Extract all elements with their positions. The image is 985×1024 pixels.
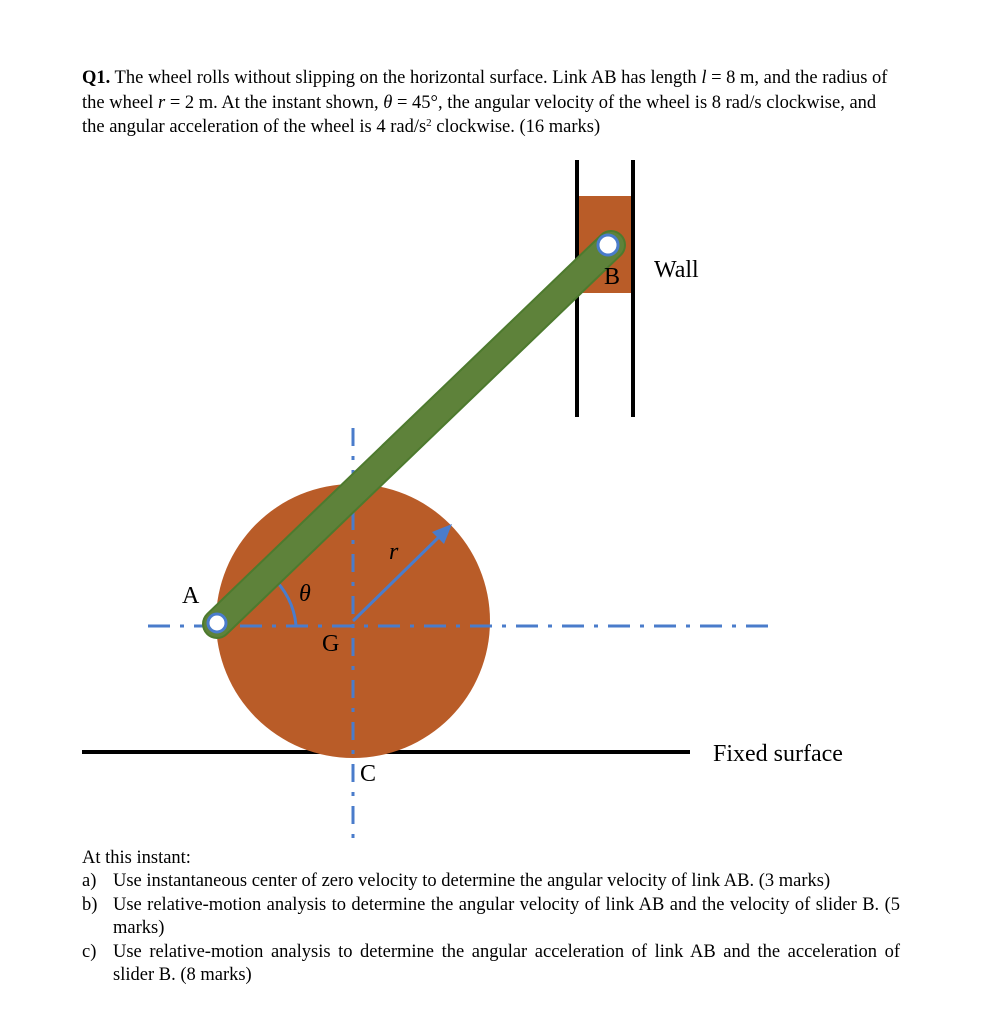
pin-a xyxy=(208,614,226,632)
instant-heading: At this instant: xyxy=(82,848,191,868)
question-text-part-3: = 2 m. At the instant shown, xyxy=(165,92,384,113)
label-b: B xyxy=(604,264,621,290)
label-a: A xyxy=(182,583,200,609)
pin-b xyxy=(598,235,618,255)
label-c: C xyxy=(360,761,377,787)
label-wall: Wall xyxy=(654,257,699,283)
label-fixed-surface: Fixed surface xyxy=(713,741,843,767)
part-b xyxy=(82,894,900,941)
label-r: r xyxy=(389,539,399,565)
question-number: Q1. xyxy=(82,68,111,88)
part-b-text: Use relative-motion analysis to determine the angular velocity of link AB and the velocity of slider B. (5 marks) xyxy=(113,894,900,938)
question-text-part-5: clockwise. (16 marks) xyxy=(431,117,601,137)
part-b-label: b) xyxy=(82,894,98,915)
radius-variable: r xyxy=(158,92,166,113)
length-variable: l xyxy=(701,68,707,88)
question-text-part-2: = 8 m, and the radius of the wheel xyxy=(82,68,888,113)
squared-superscript: 2 xyxy=(426,117,432,129)
label-theta: θ xyxy=(299,581,311,607)
part-c-label: c) xyxy=(82,941,97,962)
part-a xyxy=(82,870,900,894)
part-a-label: a) xyxy=(82,871,97,891)
part-c xyxy=(82,941,900,988)
parts-list xyxy=(82,870,900,988)
theta-variable: θ xyxy=(383,92,393,113)
label-g: G xyxy=(322,631,340,657)
question-text-part-1: The wheel rolls without slipping on the horizontal surface. Link AB has length xyxy=(110,68,702,88)
part-c-text: Use relative-motion analysis to determine the angular acceleration of link AB and the acceleration of slider B. (8 marks) xyxy=(113,941,900,985)
question-text-part-4: = 45°, the angular velocity of the wheel is 8 rad/s clockwise, and the angular acceleration of the wheel is 4 rad/s xyxy=(82,92,877,137)
part-a-text: Use instantaneous center of zero velocity to determine the angular velocity of link AB. (3 marks) xyxy=(113,871,831,891)
